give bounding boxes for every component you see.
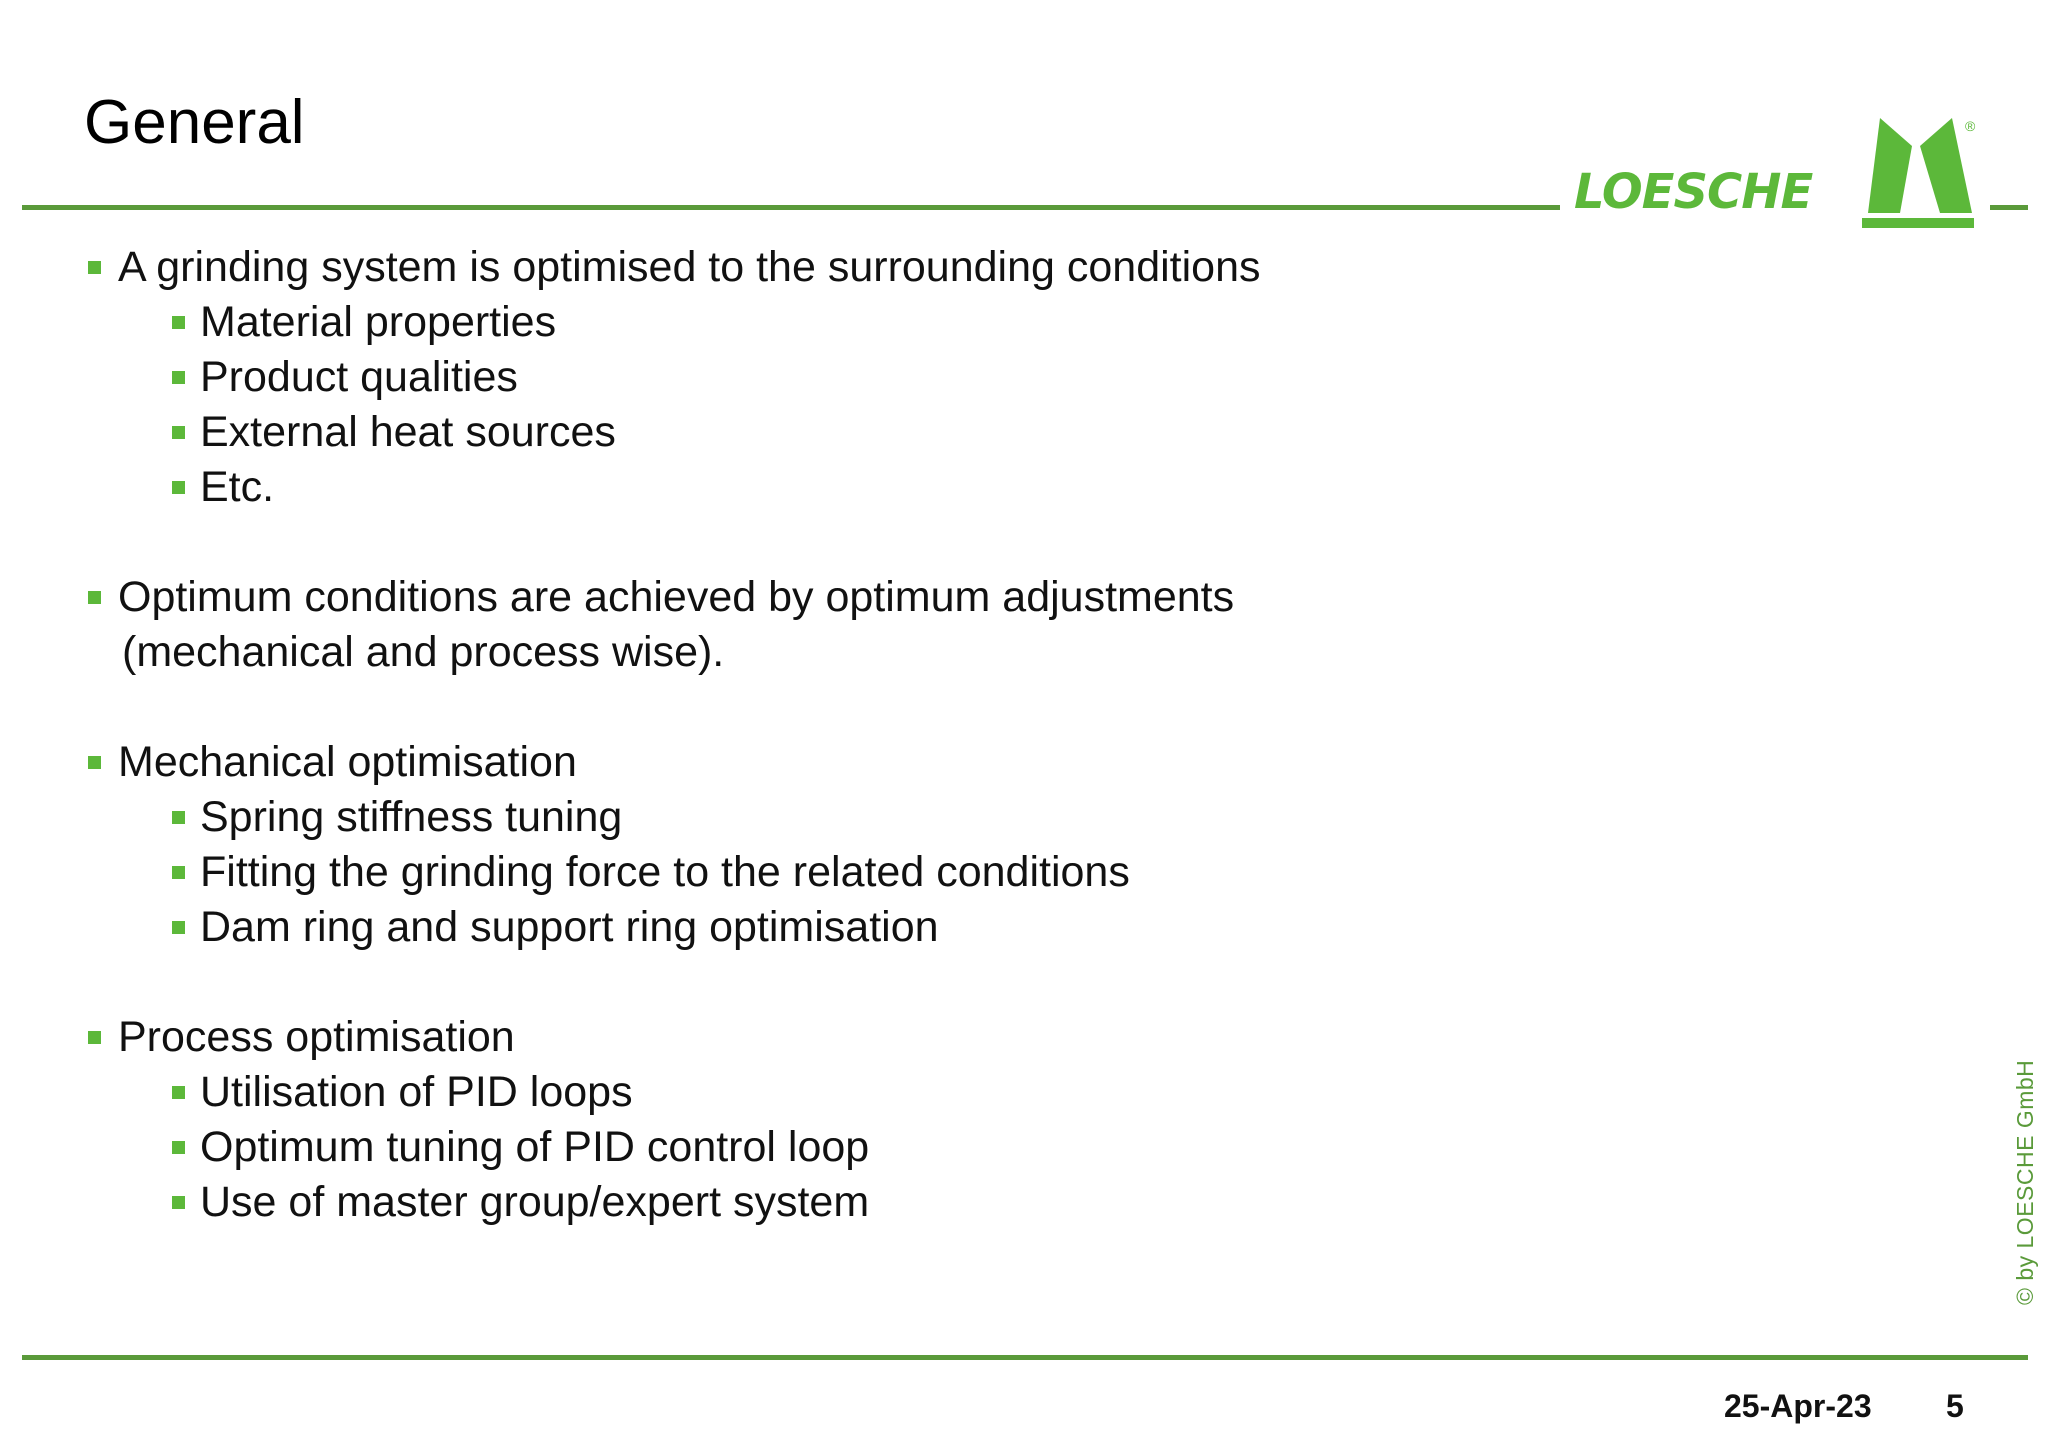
footer-rule	[22, 1355, 2028, 1360]
bullet-text: A grinding system is optimised to the surrounding conditions	[118, 243, 1261, 291]
spacer	[84, 515, 1884, 570]
bullet-square-icon	[172, 371, 185, 384]
loesche-logo	[1570, 118, 1990, 230]
header-rule-left	[22, 205, 1560, 210]
copyright-notice: © by LOESCHE GmbH	[2012, 1059, 2038, 1305]
bullet-square-icon	[172, 426, 185, 439]
bullet-text: Optimum conditions are achieved by optimum adjustments	[118, 573, 1235, 621]
slide-title: General	[84, 88, 305, 157]
spacer	[84, 955, 1884, 1010]
bullet-square-icon	[172, 1196, 185, 1209]
bullet-text: Process optimisation	[118, 1013, 515, 1061]
sub-bullet-item	[84, 845, 1884, 900]
sub-bullet-text: Etc.	[200, 463, 275, 511]
sub-bullet-item	[84, 1175, 1884, 1230]
bullet-square-icon	[172, 866, 185, 879]
logo-wordmark: LOESCHE	[1574, 164, 1813, 220]
sub-bullet-item	[84, 1065, 1884, 1120]
bullet-square-icon	[88, 591, 101, 604]
sub-bullet-text: Dam ring and support ring optimisation	[200, 903, 939, 951]
sub-bullet-item	[84, 350, 1884, 405]
sub-bullet-item	[84, 790, 1884, 845]
bullet-square-icon	[88, 1031, 101, 1044]
loesche-mill-icon	[1860, 118, 1980, 230]
bullet-square-icon	[172, 316, 185, 329]
bullet-text: Mechanical optimisation	[118, 738, 577, 786]
registered-mark: ®	[1965, 118, 1976, 134]
sub-bullet-text: External heat sources	[200, 408, 616, 456]
slide-content	[84, 240, 1884, 1230]
bullet-square-icon	[172, 1086, 185, 1099]
sub-bullet-text: Optimum tuning of PID control loop	[200, 1123, 870, 1171]
sub-bullet-text: Fitting the grinding force to the related conditions	[200, 848, 1130, 896]
bullet-square-icon	[88, 261, 101, 274]
sub-bullet-text: Use of master group/expert system	[200, 1178, 870, 1226]
sub-bullet-item	[84, 405, 1884, 460]
bullet-square-icon	[172, 1141, 185, 1154]
sub-bullet-item	[84, 900, 1884, 955]
page-number: 5	[1946, 1388, 1964, 1424]
sub-bullet-text: Utilisation of PID loops	[200, 1068, 633, 1116]
bullet-continuation-text: (mechanical and process wise).	[122, 628, 725, 676]
bullet-square-icon	[172, 811, 185, 824]
bullet-square-icon	[88, 756, 101, 769]
bullet-item	[84, 570, 1884, 625]
sub-bullet-text: Product qualities	[200, 353, 518, 401]
bullet-item	[84, 735, 1884, 790]
bullet-continuation	[84, 625, 1884, 680]
sub-bullet-item	[84, 295, 1884, 350]
sub-bullet-text: Spring stiffness tuning	[200, 793, 623, 841]
bullet-square-icon	[172, 921, 185, 934]
bullet-square-icon	[172, 481, 185, 494]
sub-bullet-item	[84, 460, 1884, 515]
sub-bullet-item	[84, 1120, 1884, 1175]
bullet-item	[84, 240, 1884, 295]
slide-date: 25-Apr-23	[1724, 1388, 1872, 1424]
bullet-item	[84, 1010, 1884, 1065]
sub-bullet-text: Material properties	[200, 298, 557, 346]
spacer	[84, 680, 1884, 735]
header-rule-right	[1990, 205, 2028, 210]
